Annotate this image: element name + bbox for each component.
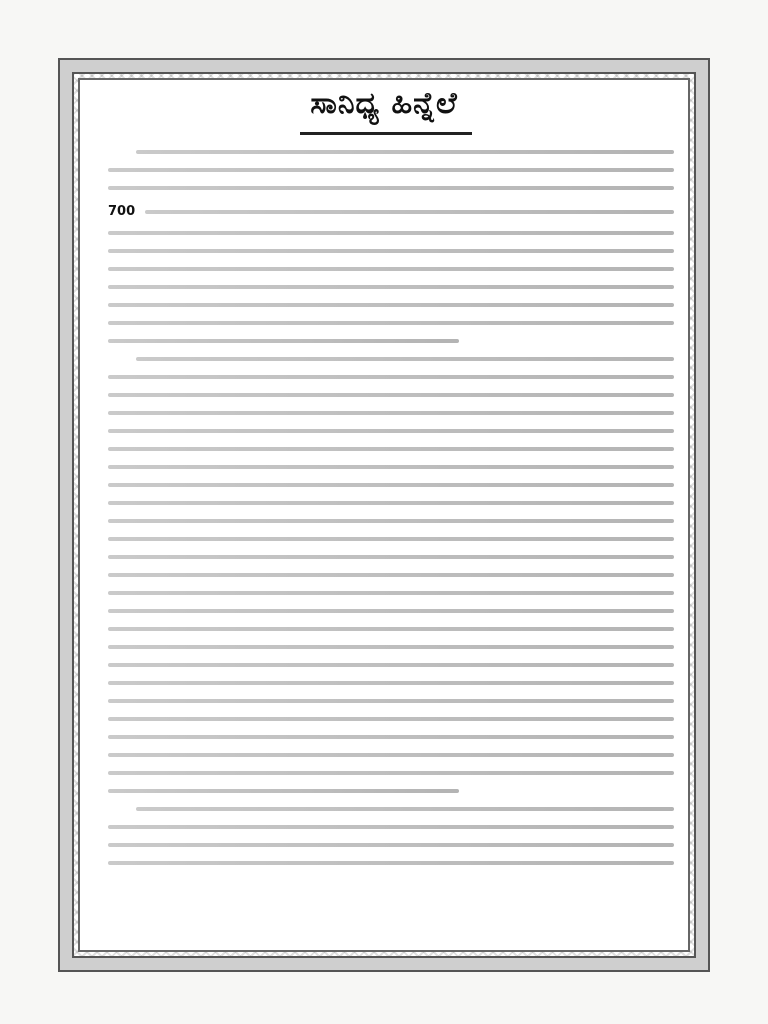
number-700: 700 [108,204,136,219]
document-body [108,150,674,879]
paragraph-3 [108,807,674,865]
number-row [108,204,674,219]
title-underline [300,132,472,135]
page-title: ಸಾನಿಧ್ಯ ಹಿನ್ನೆಲೆ [310,86,458,121]
paragraph-2 [108,357,674,793]
paragraph-1 [108,150,674,343]
content-panel [78,78,690,952]
